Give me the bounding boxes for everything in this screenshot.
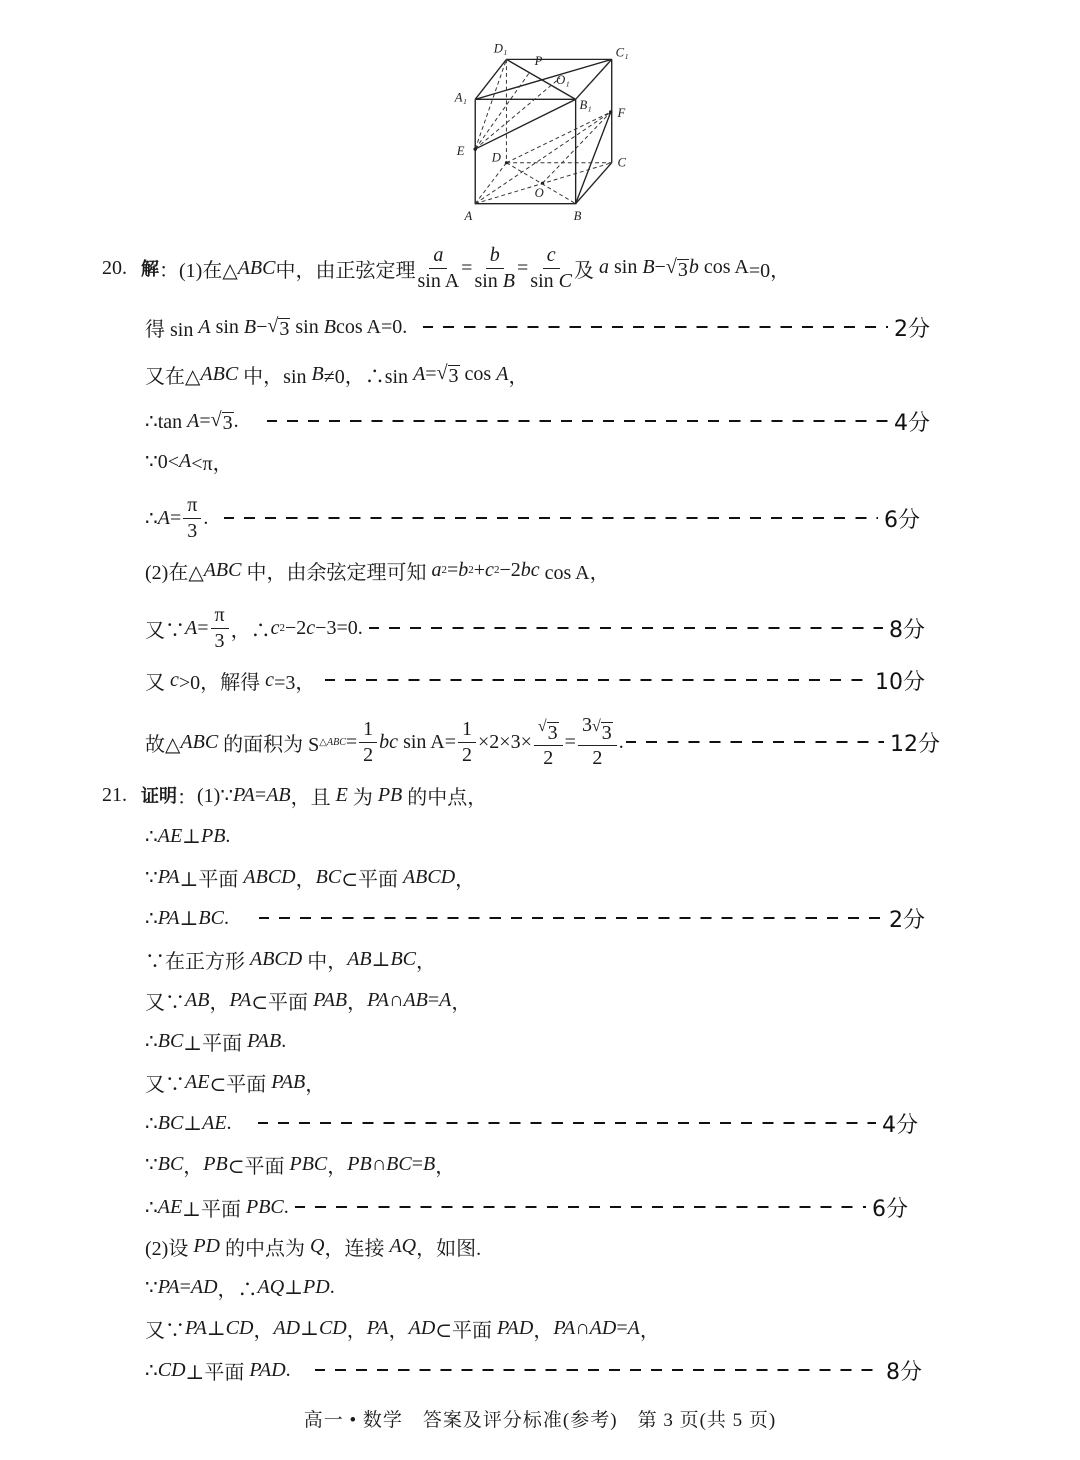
label-A: A <box>464 209 473 224</box>
dash-leader <box>295 1206 866 1208</box>
q21-line-2 <box>0 816 1080 856</box>
score-10: 10分 <box>875 669 925 695</box>
q21-m11-text: ∴ AE ⊥平面 PBC . <box>145 1195 289 1221</box>
q20-line-7 <box>0 550 1080 590</box>
q21-line-13 <box>0 1267 1080 1307</box>
q21-number: 21. <box>102 783 127 806</box>
label-F: F <box>617 105 626 120</box>
q20-line-3 <box>0 354 1080 394</box>
q21-line-6 <box>0 980 1080 1020</box>
q21-m10-text: ∵ BC ， PB ⊂平面 PBC ， PB ∩ BC = B ， <box>145 1152 456 1178</box>
q20-abc: ABC <box>237 256 276 279</box>
label-C: C <box>617 155 627 170</box>
q21-line-3 <box>0 857 1080 897</box>
q21-line-8 <box>0 1062 1080 1102</box>
q20-title: 解 <box>141 259 159 280</box>
q21-line-5 <box>0 939 1080 979</box>
label-E: E <box>456 143 465 158</box>
label-P: P <box>534 54 543 69</box>
q20-l1-and: 及 <box>573 259 594 282</box>
label-O1: O₁ <box>556 72 570 87</box>
q20-l7-text: (2)在△ ABC 中，由余弦定理可知 a 2 = b 2 + c 2 −2 bc cos A， <box>145 558 610 584</box>
dash-leader <box>258 1122 876 1124</box>
score-8: 8分 <box>889 617 925 643</box>
q20-l3-text: 又在△ ABC 中，sin B ≠0，∴sin A = √ 3 cos A ， <box>145 362 529 388</box>
score-12: 12分 <box>890 731 940 757</box>
label-C1: C₁ <box>615 45 629 60</box>
q20-l8-text: 又∵ A = $\frac{\pi}{3}$ ，∴ c 2 −2 c −3=0. <box>145 603 363 652</box>
dash-leader <box>325 679 869 681</box>
q21-m2-text: ∴ AE ⊥ PB . <box>145 824 231 848</box>
q21-line-1 <box>0 775 1080 815</box>
colon: ： <box>177 786 197 809</box>
q20-l4-text: ∴tan A = √ 3 . <box>145 409 239 434</box>
score-2: 2分 <box>894 316 930 342</box>
q20-l1-text-b: 中，由正弦定理 <box>275 259 416 282</box>
q20-l1-text-a: (1)在△ <box>179 259 238 282</box>
q20-l2-text: 得 sin A sin B − √ 3 sin B cos A=0. <box>145 315 408 341</box>
q20-l1-eq: a sin B− √ 3 b cos A <box>598 256 749 281</box>
label-B: B <box>573 209 582 224</box>
q21-line-4 <box>0 898 1080 938</box>
fraction-c-sinC: $\frac{c}{\text{sin C}}$ <box>530 243 572 292</box>
dash-leader <box>259 917 883 919</box>
label-A1: A₁ <box>454 90 467 105</box>
q21-m5-text: ∵在正方形 ABCD 中， AB ⊥ BC ， <box>145 947 437 973</box>
q20-line-1: 20. 解 ： (1)在△ ABC 中，由正弦定理 $\frac{a}{\text{sin A}}$ = $\frac{b}{\text{sin B}}$ = $\frac{c}{\text{sin C}}$ 及 a sin B− √ 3 b cos A =0， <box>102 243 791 292</box>
score-4: 4分 <box>894 410 930 436</box>
q21-m15-text: ∴ CD ⊥平面 PAD . <box>145 1358 291 1384</box>
score-2: 2分 <box>889 907 925 933</box>
q21-m8-text: 又∵ AE ⊂平面 PAB ， <box>145 1070 326 1096</box>
q21-m1-text: (1)∵ PA = AB ，且 E 为 PB 的中点， <box>197 783 488 809</box>
q21-line-10 <box>0 1144 1080 1184</box>
score-6: 6分 <box>872 1196 908 1222</box>
score-8: 8分 <box>886 1359 922 1385</box>
q21-line-14 <box>0 1308 1080 1348</box>
page-footer: 高一 • 数学 答案及评分标准(参考) 第 3 页(共 5 页) <box>303 1410 777 1431</box>
q20-l5-text: ∵0< A <π， <box>145 449 233 475</box>
dash-leader <box>224 517 878 519</box>
q21-m14-text: 又∵ PA ⊥ CD ， AD ⊥ CD ， PA ， AD ⊂平面 PAD ， PA ∩ AD = A ， <box>145 1316 660 1342</box>
q20-number: 20. <box>102 256 127 279</box>
label-D1: D₁ <box>493 41 508 56</box>
q20-line-6 <box>0 493 1080 542</box>
q21-line-12 <box>0 1226 1080 1266</box>
dash-leader <box>267 420 888 422</box>
q21-line-15 <box>0 1350 1080 1390</box>
q20-line-5 <box>0 441 1080 481</box>
q20-line-10 <box>0 714 1080 769</box>
q21-m3-text: ∵ PA ⊥平面 ABCD ， BC ⊂平面 ABCD ， <box>145 865 476 891</box>
q20-line-2 <box>0 307 1080 347</box>
label-B1: B₁ <box>579 98 592 113</box>
q21-line-11 <box>0 1187 1080 1227</box>
fraction-a-sinA: $\frac{a}{\text{sin A}}$ <box>417 243 460 292</box>
q20-l9-text: 又 c >0，解得 c =3， <box>145 668 316 694</box>
colon: ： <box>159 259 179 282</box>
q21-m9-text: ∴ BC ⊥ AE . <box>145 1111 232 1135</box>
score-4: 4分 <box>882 1112 918 1138</box>
label-D: D <box>491 150 501 165</box>
q21-m12-text: (2)设 PD 的中点为 Q ，连接 AQ ，如图. <box>145 1234 482 1260</box>
q21-line-7 <box>0 1021 1080 1061</box>
q20-l1-tail: =0， <box>748 259 791 282</box>
q20-l6-text: ∴ A = $\frac{\pi}{3}$ . <box>145 493 209 542</box>
q21-line-9 <box>0 1103 1080 1143</box>
q21-m6-text: 又∵ AB ， PA ⊂平面 PAB ， PA ∩ AB = A ， <box>145 988 472 1014</box>
q21-m13-text: ∵ PA = AD ，∴ AQ ⊥ PD . <box>145 1275 335 1301</box>
q20-line-8 <box>0 603 1080 652</box>
dash-leader <box>626 741 884 743</box>
dash-leader <box>315 1369 880 1371</box>
q20-line-4 <box>0 401 1080 441</box>
q20-l10-text: 故△ ABC 的面积为 S △ABC = $\frac{1}{2}$ bc sin A= $\frac{1}{2}$ ×2×3× √ 3 2 = 3 √ 3 2 . <box>145 714 624 769</box>
cube-diagram <box>445 35 640 230</box>
label-O: O <box>534 185 544 200</box>
fraction-b-sinB: $\frac{b}{\text{sin B}}$ <box>474 243 516 292</box>
dash-leader <box>369 627 883 629</box>
q21-title: 证明 <box>141 786 177 807</box>
q20-line-9 <box>0 660 1080 700</box>
q21-m4-text: ∴ PA ⊥ BC . <box>145 906 229 930</box>
dash-leader <box>423 326 888 328</box>
score-6: 6分 <box>884 507 920 533</box>
q21-m7-text: ∴ BC ⊥平面 PAB . <box>145 1029 287 1055</box>
cube-figure <box>445 35 640 230</box>
